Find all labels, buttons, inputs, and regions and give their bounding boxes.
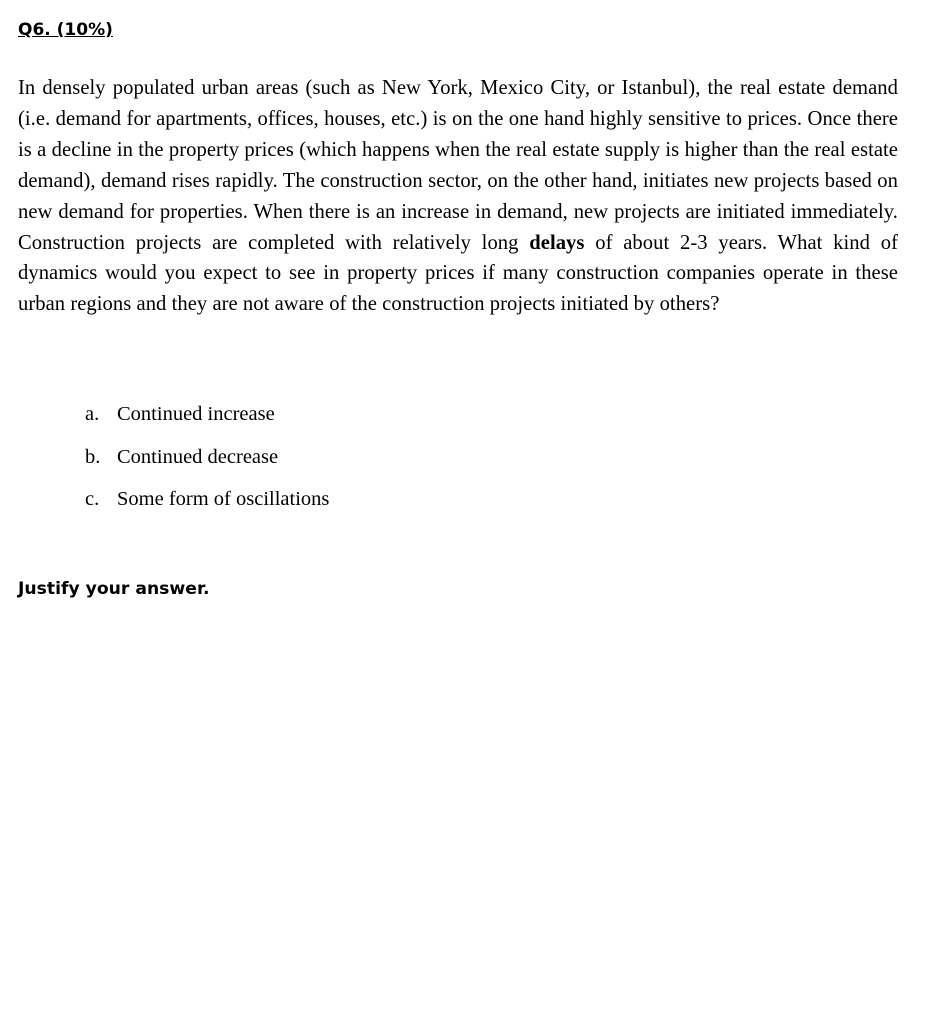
- option-a: [85, 403, 329, 446]
- option-a-letter: a.: [85, 403, 100, 425]
- option-c-letter: c.: [85, 488, 100, 510]
- option-c-label: Some form of oscillations: [117, 488, 330, 510]
- question-text-part-1: In densely populated urban areas (such as New York, Mexico City, or Istanbul), the real estate demand (i.e. demand for apartments, offices, houses, etc.) is on the one hand highly sensitive to prices. Once there is a decline in the property prices (which happens when the real estate supply is higher than the real estate demand), demand rises rapidly. The construction sector, on the other hand, initiates new projects based on new demand for properties. When there is an increase in demand, new projects are initiated immediately. Construction projects are completed with relatively long: [18, 77, 898, 254]
- answer-options: [85, 403, 329, 531]
- question-heading: Q6. (10%): [18, 20, 113, 40]
- question-text: [18, 73, 898, 320]
- question-bold-word: delays: [529, 231, 585, 254]
- option-b-label: Continued decrease: [117, 445, 279, 468]
- question-text-part-2: of about 2-3 years. What kind of dynamics would you expect to see in property prices if many construction companies operate in these urban regions and they are not aware of the construction projects initiated by others?: [18, 231, 898, 316]
- justify-instruction: Justify your answer.: [18, 579, 210, 599]
- option-b: [85, 446, 329, 489]
- option-a-label: Continued increase: [117, 403, 275, 425]
- option-c: [85, 488, 329, 531]
- option-b-letter: b.: [85, 445, 101, 468]
